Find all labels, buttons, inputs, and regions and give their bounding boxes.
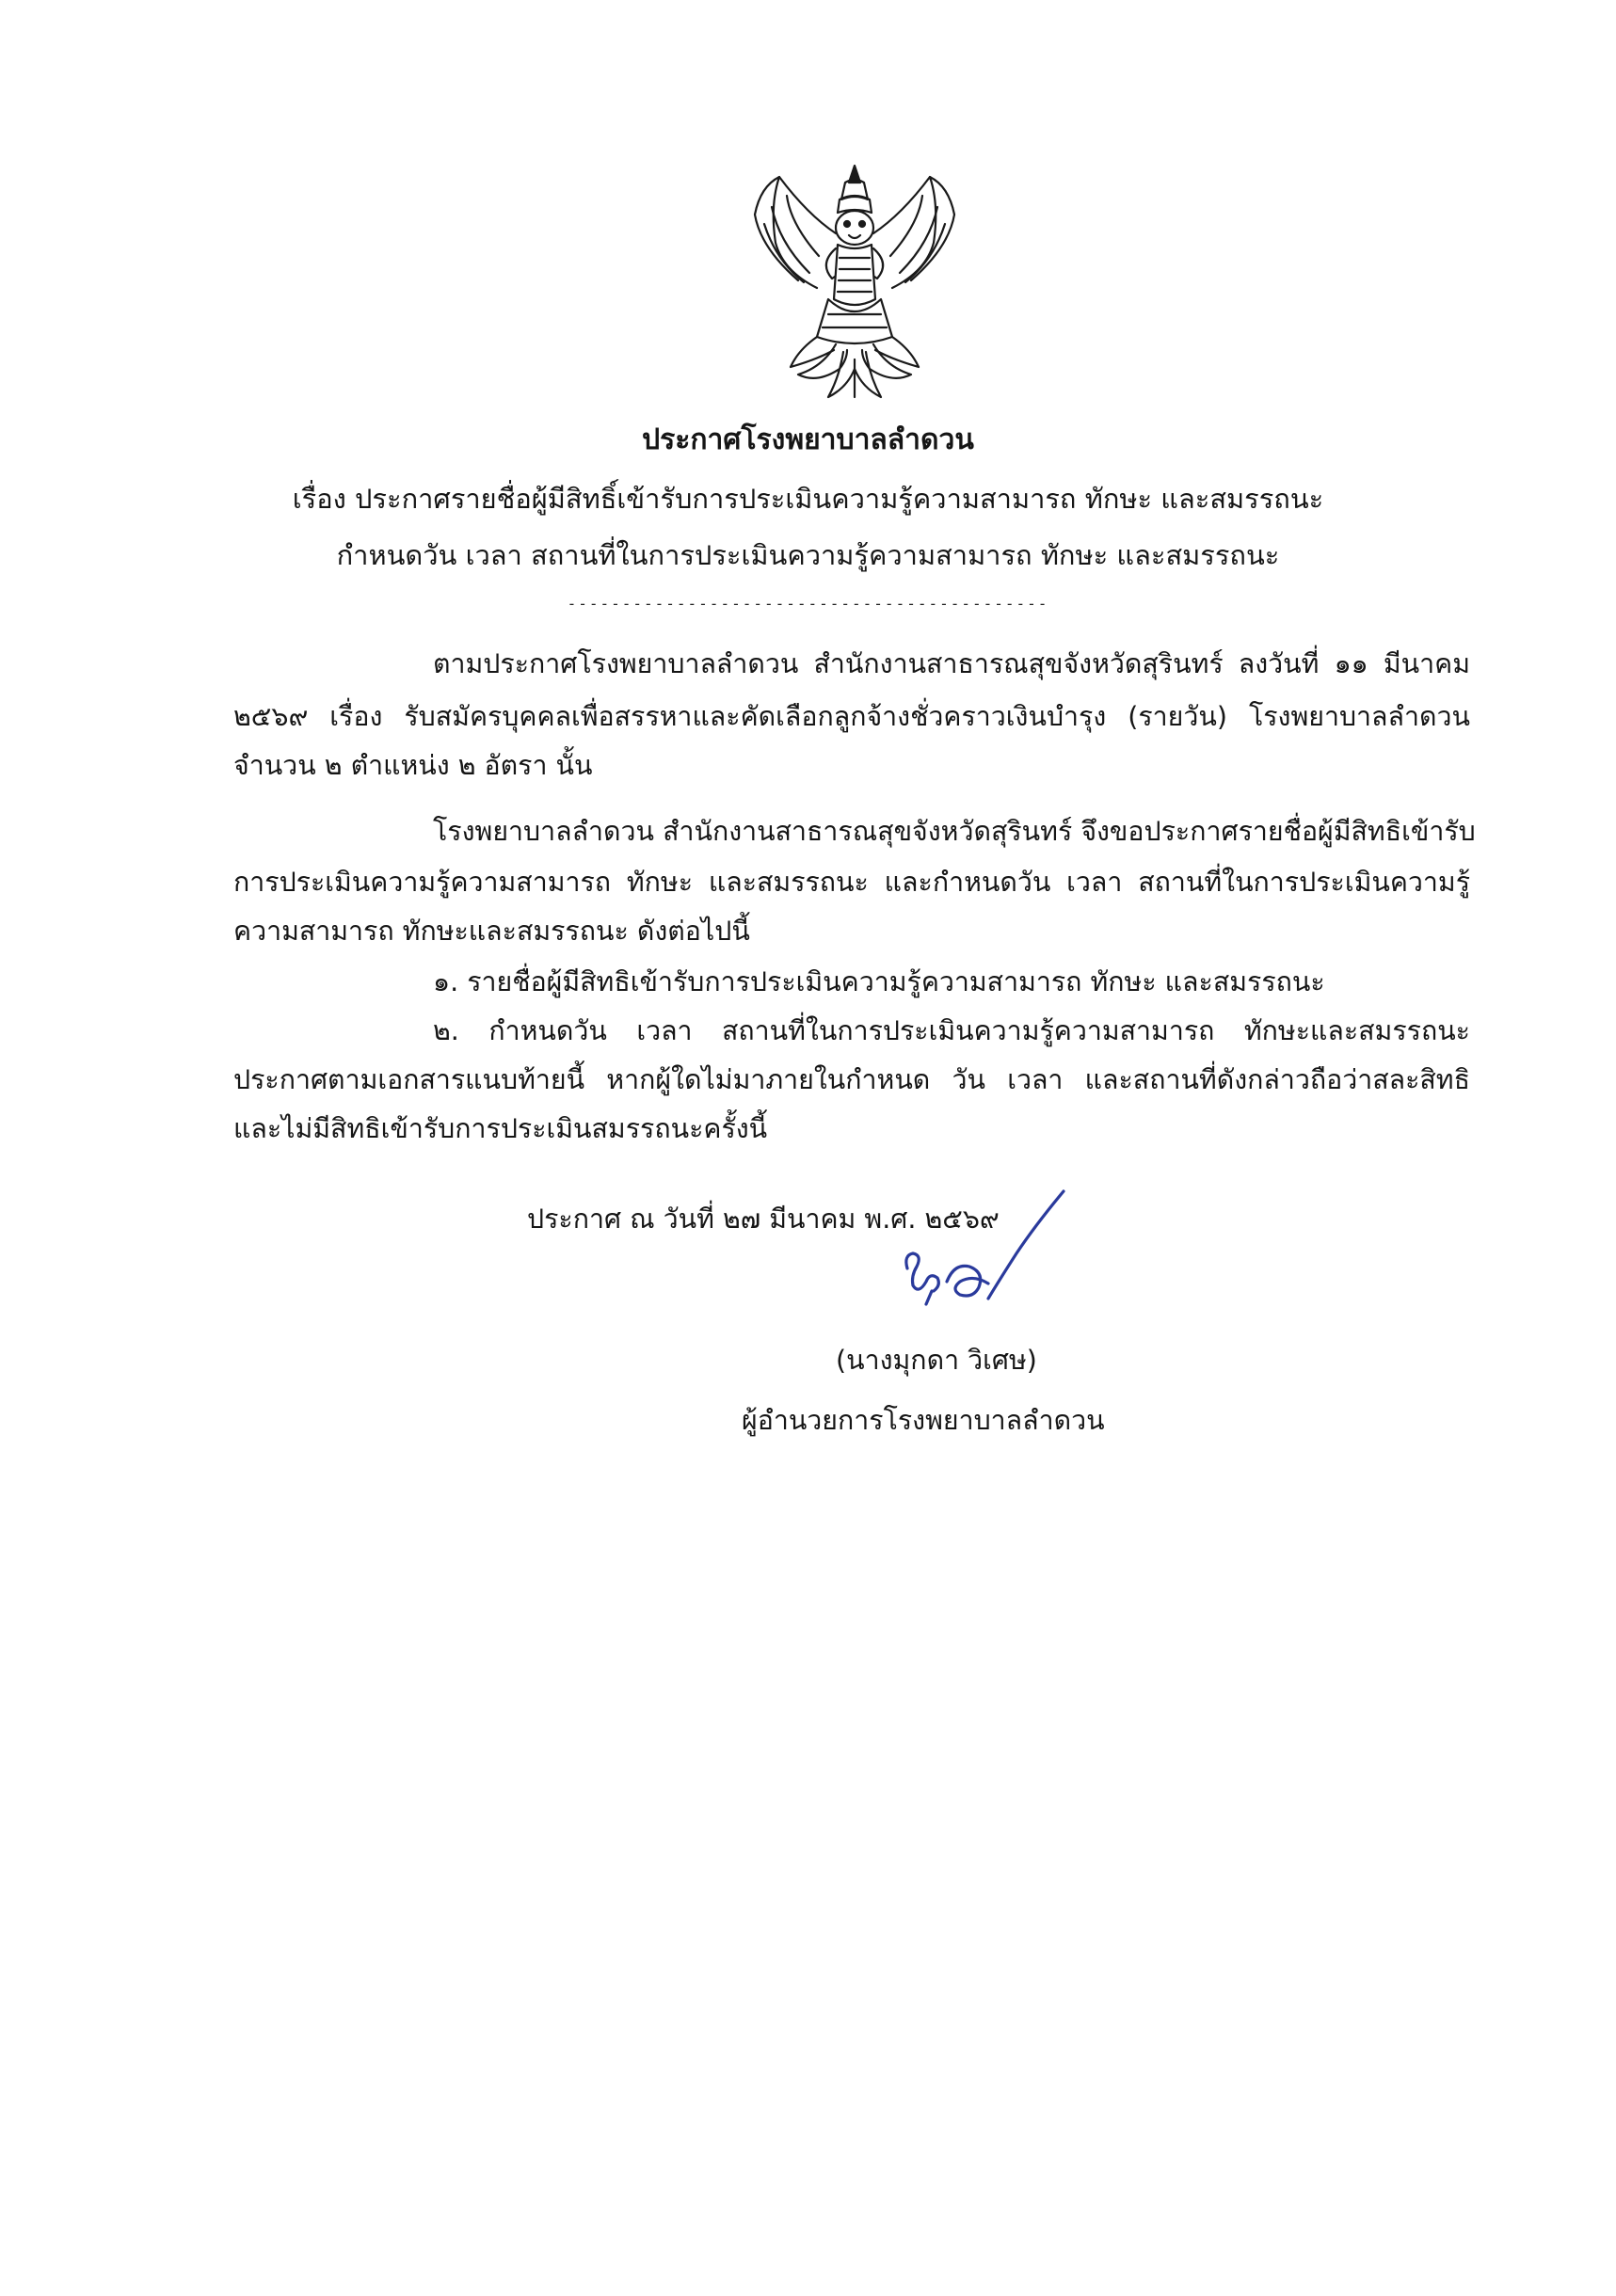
para1-line-1: ตามประกาศโรงพยาบาลลำดวน สำนักงานสาธารณสุขจังหวัดสุรินทร์ ลงวันที่ ๑๑ มีนาคม [433,648,1470,679]
item-2-line-1: ๒. กำหนดวัน เวลา สถานที่ในการประเมินความรู้ความสามารถ ทักษะและสมรรถนะ [433,1015,1470,1046]
item-2-line-3: และไม่มีสิทธิเข้ารับการประเมินสมรรถนะครั้งนี้ [233,1113,768,1144]
subject-line-2: กำหนดวัน เวลา สถานที่ในการประเมินความรู้ความสามารถ ทักษะ และสมรรถนะ [336,539,1280,571]
announce-date: ประกาศ ณ วันที่ ๒๗ มีนาคม พ.ศ. ๒๕๖๙ [527,1204,1000,1235]
garuda-emblem-icon [742,158,968,405]
announcement-title: ประกาศโรงพยาบาลลำดวน [642,423,974,456]
para1-line-2: ๒๕๖๙ เรื่อง รับสมัครบุคคลเพื่อสรรหาและคัดเลือกลูกจ้างชั่วคราวเงินบำรุง (รายวัน) โรงพยาบาลลำดวน [233,701,1470,732]
signature-icon [875,1188,1082,1347]
subject-line-1: เรื่อง ประกาศรายชื่อผู้มีสิทธิ์เข้ารับการประเมินความรู้ความสามารถ ทักษะ และสมรรถนะ [292,483,1324,515]
item-1: ๑. รายชื่อผู้มีสิทธิเข้ารับการประเมินความรู้ความสามารถ ทักษะ และสมรรถนะ [433,966,1325,997]
signer-title: ผู้อำนวยการโรงพยาบาลลำดวน [742,1405,1105,1436]
para2-line-1: โรงพยาบาลลำดวน สำนักงานสาธารณสุขจังหวัดสุรินทร์ จึงขอประกาศรายชื่อผู้มีสิทธิเข้ารับ [433,816,1476,847]
divider: -------------------------------------------- [567,595,1049,613]
para2-line-2: การประเมินความรู้ความสามารถ ทักษะ และสมรรถนะ และกำหนดวัน เวลา สถานที่ในการประเมินความรู้ [233,867,1470,898]
para1-line-3: จำนวน ๒ ตำแหน่ง ๒ อัตรา นั้น [233,750,593,781]
signer-name: (นางมุกดา วิเศษ) [836,1345,1037,1376]
para2-line-3: ความสามารถ ทักษะและสมรรถนะ ดังต่อไปนี้ [233,916,750,947]
item-2-line-2: ประกาศตามเอกสารแนบท้ายนี้ หากผู้ใดไม่มาภายในกำหนด วัน เวลา และสถานที่ดังกล่าวถือว่าสละสิทธิ [233,1064,1470,1095]
